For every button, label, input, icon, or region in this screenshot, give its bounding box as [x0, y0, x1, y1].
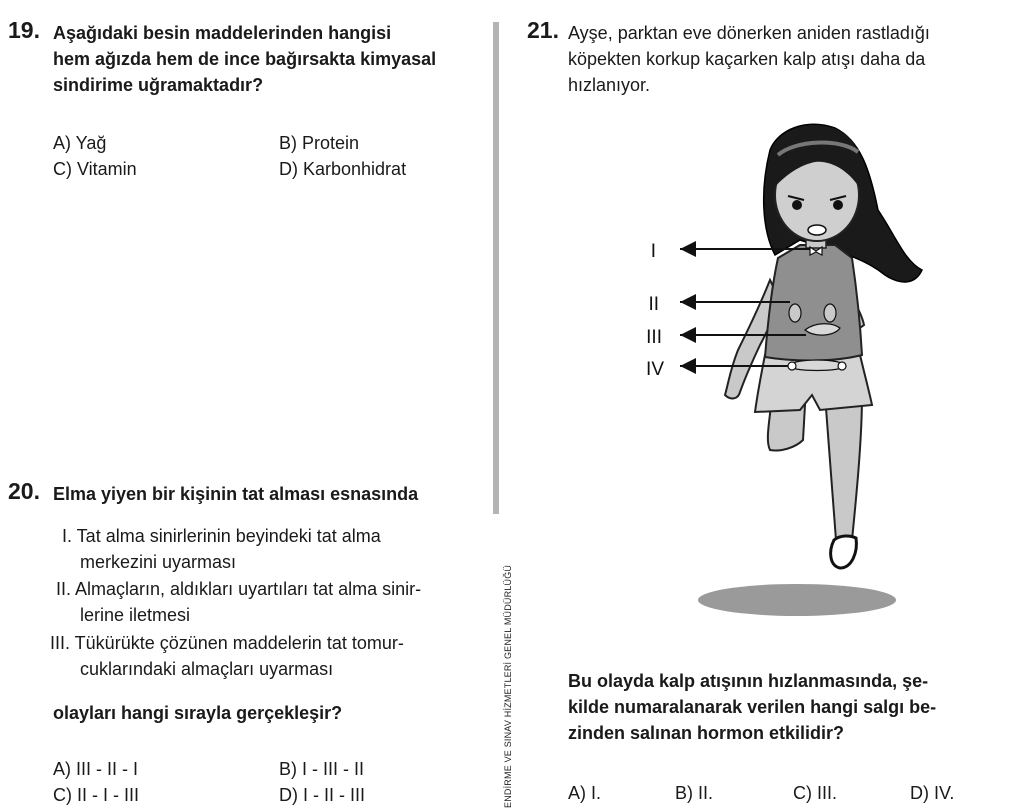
mouth — [808, 225, 826, 235]
q20-item-3-line-1: III. Tükürükte çözünen maddelerin tat tomur- — [50, 633, 404, 653]
q19-stem-line-3: sindirime uğramaktadır? — [53, 75, 264, 95]
q21-option-d[interactable]: D) IV. — [910, 783, 955, 803]
q21-question-line-3: zinden salınan hormon etkilidir? — [568, 723, 845, 743]
girl-running-figure — [620, 118, 940, 628]
q20-item-1-line-2: merkezini uyarması — [80, 552, 237, 572]
q20-option-d[interactable]: D) I - II - III — [279, 785, 365, 805]
q20-title: Elma yiyen bir kişinin tat alması esnasında — [53, 484, 419, 504]
vertical-publisher-text: ENDİRME VE SINAV HİZMETLERİ GENEL MÜDÜRLÜĞÜ — [503, 564, 513, 808]
front-leg — [825, 395, 862, 540]
label-ii: II — [648, 294, 659, 315]
q20-question: olayları hangi sırayla gerçekleşir? — [53, 703, 343, 723]
q20-option-a[interactable]: A) III - II - I — [53, 759, 138, 779]
shoe — [831, 536, 857, 568]
q20-number: 20. — [8, 478, 40, 504]
left-eye — [792, 200, 802, 210]
q21-question-line-1: Bu olayda kalp atışının hızlanmasında, şe- — [568, 671, 929, 691]
q21-stem-line-1: Ayşe, parktan eve dönerken aniden rastladığı — [568, 23, 930, 43]
q21-stem-line-3: hızlanıyor. — [568, 75, 651, 95]
q20-item-2-line-2: lerine iletmesi — [80, 605, 191, 625]
left-kidney — [789, 304, 801, 322]
q19-stem-line-2: hem ağızda hem de ince bağırsakta kimyasal — [53, 49, 437, 69]
q21-question-line-2: kilde numaralanarak verilen hangi salgı be- — [568, 697, 937, 717]
q20-option-c[interactable]: C) II - I - III — [53, 785, 139, 805]
q19-option-c[interactable]: C) Vitamin — [53, 159, 137, 179]
q19-option-d[interactable]: D) Karbonhidrat — [279, 159, 407, 179]
q21-option-b[interactable]: B) II. — [675, 783, 714, 803]
label-i: I — [650, 241, 656, 262]
q21-option-c[interactable]: C) III. — [793, 783, 837, 803]
q21-number: 21. — [527, 17, 559, 43]
label-iii: III — [646, 327, 662, 348]
q19-option-a[interactable]: A) Yağ — [53, 133, 107, 153]
q19-stem-line-1: Aşağıdaki besin maddelerinden hangisi — [53, 23, 392, 43]
right-eye — [833, 200, 843, 210]
q21-stem-line-2: köpekten korkup kaçarken kalp atışı daha da — [568, 49, 926, 69]
q20-item-2-line-1: II. Almaçların, aldıkları uyartıları tat alma sinir- — [56, 579, 422, 599]
q19-number: 19. — [8, 17, 40, 43]
column-divider — [493, 22, 499, 514]
ovaries — [788, 360, 846, 371]
q20-option-b[interactable]: B) I - III - II — [279, 759, 364, 779]
q20-item-3-line-2: cuklarındaki almaçları uyarması — [80, 659, 334, 679]
q19-option-b[interactable]: B) Protein — [279, 133, 360, 153]
ground-shadow — [698, 584, 896, 616]
q21-option-a[interactable]: A) I. — [568, 783, 602, 803]
label-iv: IV — [646, 359, 664, 380]
right-kidney — [824, 304, 836, 322]
q20-item-1-line-1: I. Tat alma sinirlerinin beyindeki tat alma — [62, 526, 381, 546]
